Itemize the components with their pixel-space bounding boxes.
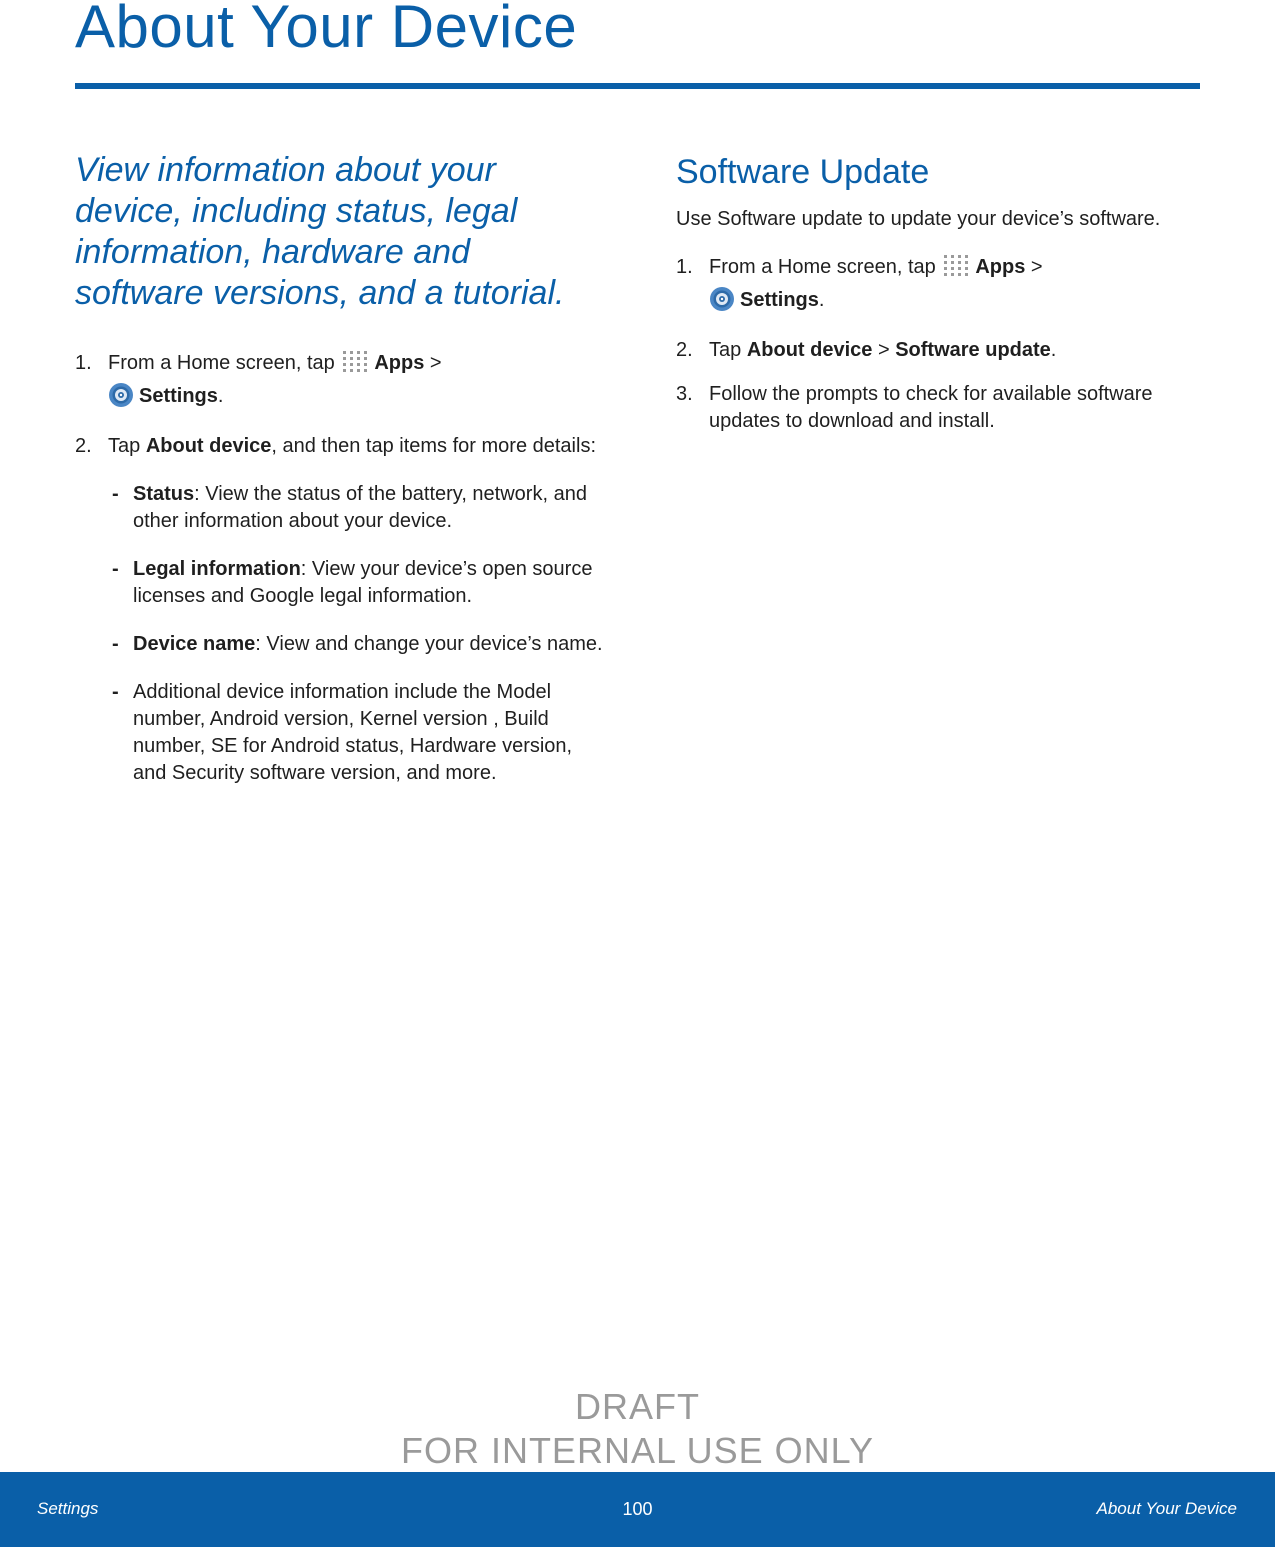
step-number: 2. — [75, 435, 92, 457]
step-number: 1. — [75, 352, 92, 374]
watermark-draft: DRAFT — [575, 1386, 700, 1427]
software-update-label: Software update — [895, 339, 1051, 361]
settings-label: Settings — [740, 289, 819, 311]
left-steps — [75, 350, 605, 787]
step-text: From a Home screen, tap — [108, 352, 335, 374]
dash-bullet: - — [112, 681, 119, 703]
right-column — [676, 150, 1201, 452]
step-text: Tap — [709, 339, 742, 361]
item-text: : View your device’s open source licenses and Google legal information. — [133, 558, 593, 607]
left-step-1 — [75, 350, 605, 416]
separator: > — [429, 352, 442, 374]
right-step-1 — [676, 254, 1201, 320]
watermark-internal: FOR INTERNAL USE ONLY — [400, 1430, 875, 1471]
about-device-label: About device — [746, 339, 873, 361]
list-item — [108, 679, 605, 787]
settings-gear-icon — [108, 382, 134, 416]
right-steps — [676, 254, 1201, 435]
list-item — [108, 556, 605, 610]
step-number: 3. — [676, 383, 693, 405]
details-list — [108, 481, 605, 787]
dash-bullet: - — [112, 633, 119, 655]
footer-bar — [0, 1472, 1275, 1547]
step-number: 1. — [676, 256, 693, 278]
about-device-label: About device — [145, 435, 272, 457]
intro-text: View information about your device, including status, legal information, hardware and software versions, and a tutorial. — [75, 151, 565, 312]
item-label: Legal information — [133, 558, 301, 580]
separator: > — [877, 339, 890, 361]
item-text: : View the status of the battery, network, and other information about your device. — [133, 483, 587, 532]
right-step-3 — [676, 381, 1201, 435]
separator: > — [1030, 256, 1043, 278]
list-item — [108, 631, 605, 658]
punctuation: . — [1050, 339, 1057, 361]
apps-grid-icon — [342, 350, 370, 382]
dash-bullet: - — [112, 483, 119, 505]
title-rule — [75, 83, 1200, 89]
section-heading: Software Update — [676, 153, 930, 191]
footer-chapter: About Your Device — [1096, 1499, 1237, 1518]
step-text: From a Home screen, tap — [709, 256, 936, 278]
punctuation: . — [818, 289, 825, 311]
item-label: Status — [133, 483, 195, 505]
item-text: : View and change your device’s name. — [255, 633, 603, 655]
settings-label: Settings — [139, 385, 218, 407]
step-text-rest: , and then tap items for more details: — [271, 435, 596, 457]
page-number: 100 — [622, 1499, 653, 1519]
apps-label: Apps — [374, 352, 425, 374]
apps-label: Apps — [975, 256, 1026, 278]
punctuation: . — [217, 385, 224, 407]
apps-grid-icon — [943, 254, 971, 286]
step-text: Tap — [108, 435, 141, 457]
right-step-2 — [676, 337, 1201, 364]
dash-bullet: - — [112, 558, 119, 580]
left-step-2 — [75, 433, 605, 787]
item-label: Device name — [133, 633, 256, 655]
item-text: Additional device information include the Model number, Android version, Kernel version , Build number, SE for Android status, Hardware version, and Security software version, and more. — [133, 681, 573, 784]
step-text: Follow the prompts to check for available software updates to download and install. — [709, 383, 1153, 432]
section-description: Use Software update to update your device’s software. — [676, 208, 1161, 230]
step-number: 2. — [676, 339, 693, 361]
left-column — [75, 150, 605, 808]
footer-section: Settings — [37, 1499, 99, 1518]
settings-gear-icon — [709, 286, 735, 320]
list-item — [108, 481, 605, 535]
page-title: About Your Device — [75, 0, 578, 60]
